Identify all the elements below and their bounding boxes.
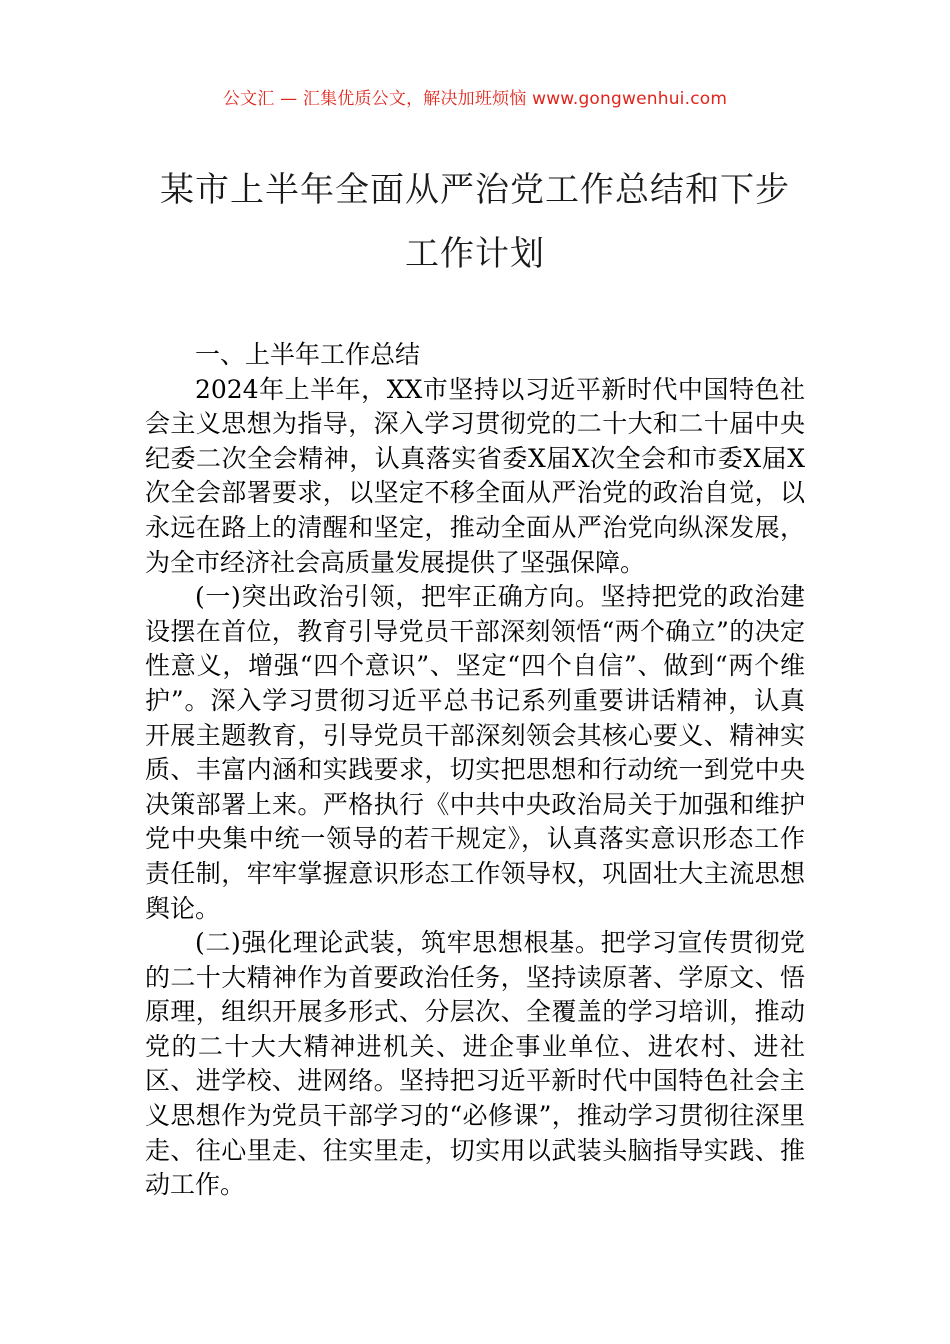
paragraph-theoretical-arming: (二)强化理论武装，筑牢思想根基。把学习宣传贯彻党的二十大精神作为首要政治任务，坚持读原著、学原文、悟原理，组织开展多形式、分层次、全覆盖的学习培训，推动党的二十大大精神进机关、进企事业单位、进农村、进社区、进学校、进网络。坚持把习近平新时代中国特色社会主义思想作为党员干部学习的“必修课”，推动学习贯彻往深里走、往心里走、往实里走，切实用以武装头脑指导实践、推动工作。: [145, 928, 805, 1200]
document-title-line-1: 某市上半年全面从严治党工作总结和下步: [160, 170, 790, 210]
header-banner: 公文汇 — 汇集优质公文，解决加班烦恼 www.gongwenhui.com: [222, 89, 728, 109]
paragraph-intro: 2024年上半年，XX市坚持以习近平新时代中国特色社会主义思想为指导，深入学习贯彻党的二十大和二十届中央纪委二次全会精神，认真落实省委X届X次全会和市委X届X次全会部署要求，以坚定不移全面从严治党的政治自觉，以永远在路上的清醒和坚定，推动全面从严治党向纵深发展，为全市经济社会高质量发展提供了坚强保障。: [145, 374, 805, 577]
document-body: [145, 338, 805, 1203]
paragraph-political-leadership: (一)突出政治引领，把牢正确方向。坚持把党的政治建设摆在首位，教育引导党员干部深刻领悟“两个确立”的决定性意义，增强“四个意识”、坚定“四个自信”、做到“两个维护”。深入学习贯彻习近平总书记系列重要讲话精神，认真开展主题教育，引导党员干部深刻领会其核心要义、精神实质、丰富内涵和实践要求，切实把思想和行动统一到党中央决策部署上来。严格执行《中共中央政治局关于加强和维护党中央集中统一领导的若干规定》，认真落实意识形态工作责任制，牢牢掌握意识形态工作领导权，巩固壮大主流思想舆论。: [145, 582, 805, 923]
document-title-line-2: 工作计划: [405, 234, 545, 274]
document-title: [145, 158, 805, 286]
section-heading: 一、上半年工作总结: [195, 340, 421, 369]
